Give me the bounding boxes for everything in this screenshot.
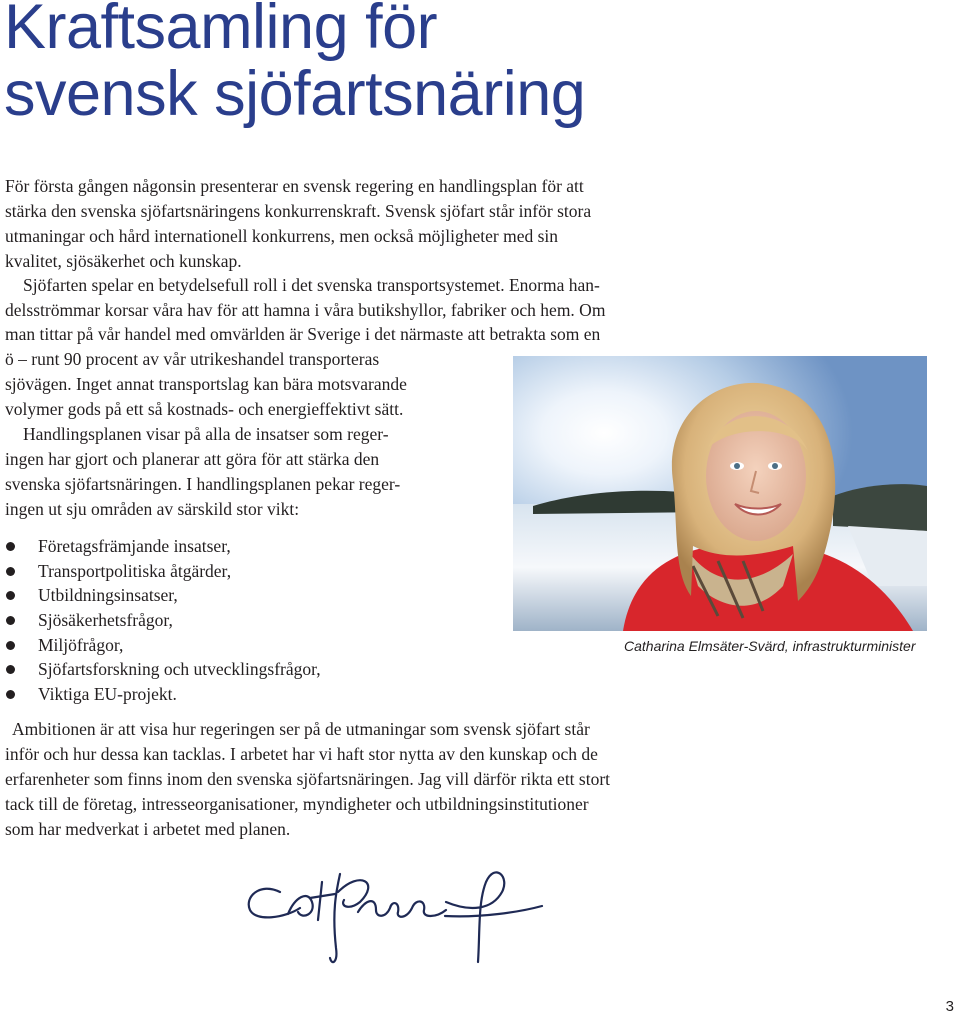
closing-line-4: tack till de företag, intresseorganisationer, myndigheter och utbildningsinstitutioner — [5, 794, 589, 814]
third-line-3: svenska sjöfartsnäringen. I handlingsplanen pekar reger- — [5, 474, 401, 494]
list-item: Miljöfrågor, — [0, 633, 321, 658]
list-item: Sjösäkerhetsfrågor, — [0, 608, 321, 633]
signature-image — [240, 852, 560, 972]
intro-line-3: utmaningar och hård internationell konkurrens, men också möjligheter med sin — [5, 226, 559, 246]
list-item: Företagsfrämjande insatser, — [0, 534, 321, 559]
closing-line-5: som har medverkat i arbetet med planen. — [5, 819, 291, 839]
page-number: 3 — [945, 998, 954, 1015]
list-item: Sjöfartsforskning och utvecklingsfrågor, — [0, 657, 321, 682]
bullet-dot — [6, 641, 15, 650]
list-item: Viktiga EU-projekt. — [0, 682, 321, 707]
second-line-4: ö – runt 90 procent av vår utrikeshandel transporteras — [5, 349, 380, 369]
minister-photo — [513, 356, 927, 631]
intro-line-1: För första gången någonsin presenterar en svensk regering en handlingsplan för att — [5, 176, 584, 196]
photo-caption: Catharina Elmsäter-Svärd, infrastrukturminister — [624, 638, 916, 654]
second-line-5: sjövägen. Inget annat transportslag kan bära motsvarande — [5, 374, 407, 394]
list-item: Utbildningsinsatser, — [0, 583, 321, 608]
second-line-6: volymer gods på ett så kostnads- och energieffektivt sätt. — [5, 399, 404, 419]
bullet-dot — [6, 616, 15, 625]
page-title — [4, 0, 585, 128]
third-line-1: Handlingsplanen visar på alla de insatser som reger- — [23, 424, 389, 444]
title-line-2: svensk sjöfartsnäring — [4, 59, 586, 129]
bullet-dot — [6, 542, 15, 551]
second-line-1: Sjöfarten spelar en betydelsefull roll i det svenska transportsystemet. Enorma han- — [23, 275, 600, 295]
closing-line-3: erfarenheter som finns inom den svenska sjöfartsnäringen. Jag vill därför rikta ett stort — [5, 769, 611, 789]
closing-line-2: inför och hur dessa kan tacklas. I arbetet har vi haft stor nytta av den kunskap och de — [5, 744, 598, 764]
second-line-3: man tittar på vår handel med omvärlden är Sverige i det närmaste att betrakta som en — [5, 324, 601, 344]
bullet-dot — [6, 665, 15, 674]
bullet-dot — [6, 567, 15, 576]
bullet-dot — [6, 690, 15, 699]
intro-line-2: stärka den svenska sjöfartsnäringens konkurrenskraft. Svensk sjöfart står inför stora — [5, 201, 592, 221]
bullet-dot — [6, 591, 15, 600]
intro-line-4: kvalitet, sjösäkerhet och kunskap. — [5, 251, 242, 271]
title-line-1: Kraftsamling för — [4, 0, 438, 62]
list-item: Transportpolitiska åtgärder, — [0, 559, 321, 584]
third-line-4: ingen ut sju områden av särskild stor vikt: — [5, 499, 300, 519]
second-line-2: delsströmmar korsar våra hav för att hamna i våra butikshyllor, fabriker och hem. Om — [5, 300, 606, 320]
closing-line-1: Ambitionen är att visa hur regeringen ser på de utmaningar som svensk sjöfart står — [12, 719, 590, 739]
focus-areas-list — [0, 534, 321, 707]
third-line-2: ingen har gjort och planerar att göra för att stärka den — [5, 449, 380, 469]
